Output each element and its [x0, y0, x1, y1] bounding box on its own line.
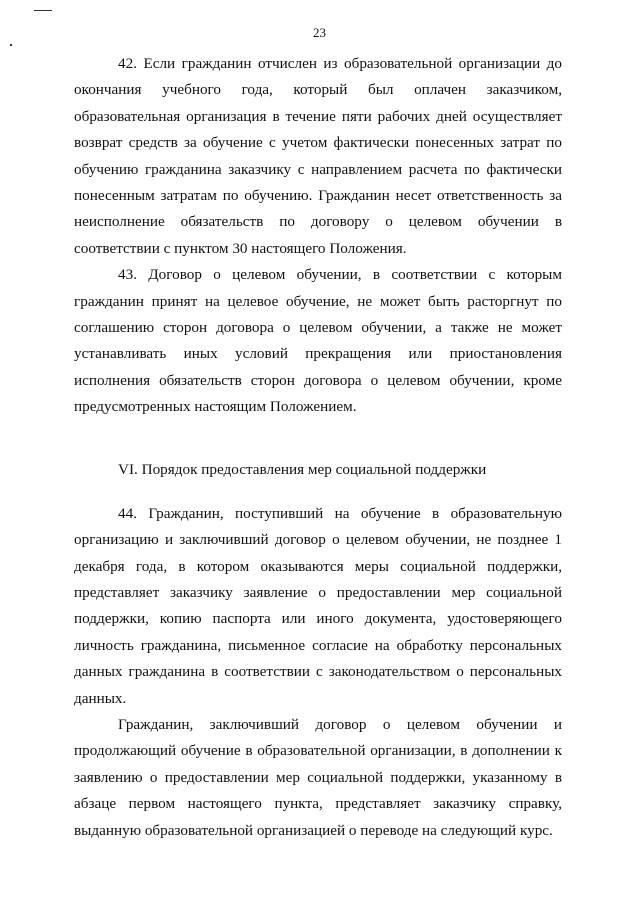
document-body: [74, 51, 562, 844]
section-heading: VI. Порядок предоставления мер социальной поддержки: [118, 460, 487, 478]
scan-speck: [10, 44, 12, 46]
page-number: 23: [313, 25, 326, 40]
paragraph-44: 44. Гражданин, поступивший на обучение в образовательную организацию и заключивший договор о целевом обучении, не позднее 1 декабря года, в котором оказываются меры социальной поддержки, представляет заказчику заявление о предоставлении мер социальной поддержки, копию паспорта или иного документа, удостоверяющего личность гражданина, письменное согласие на обработку персональных данных гражданина в соответствии с законодательством о персональных данных.: [74, 504, 562, 707]
paragraph-43: 43. Договор о целевом обучении, в соответствии с которым гражданин принят на целевое обучение, не может быть расторгнут по соглашению сторон договора о целевом обучении, а также не может устанавливать иных условий прекращения или приостановления исполнения обязательств сторон договора о целевом обучении, кроме предусмотренных настоящим Положением.: [74, 266, 562, 416]
paragraph-42: 42. Если гражданин отчислен из образовательной организации до окончания учебного года, который был оплачен заказчиком, образовательная организация в течение пяти рабочих дней осуществляет возврат средств за обучение с учетом фактически понесенных затрат по обучению гражданина заказчику с направлением расчета по фактически понесенным затратам по обучению. Гражданин несет ответственность за неисполнение обязательств по договору о целевом обучении в соответствии с пунктом 30 настоящего Положения.: [74, 55, 562, 257]
paragraph-44-continued: Гражданин, заключивший договор о целевом обучении и продолжающий обучение в образовательной организации, в дополнении к заявлению о предоставлении мер социальной поддержки, указанному в абзаце первом настоящего пункта, представляет заказчику справку, выданную образовательной организацией о переводе на следующий курс.: [74, 715, 562, 839]
scan-mark-top-left: [34, 10, 52, 11]
